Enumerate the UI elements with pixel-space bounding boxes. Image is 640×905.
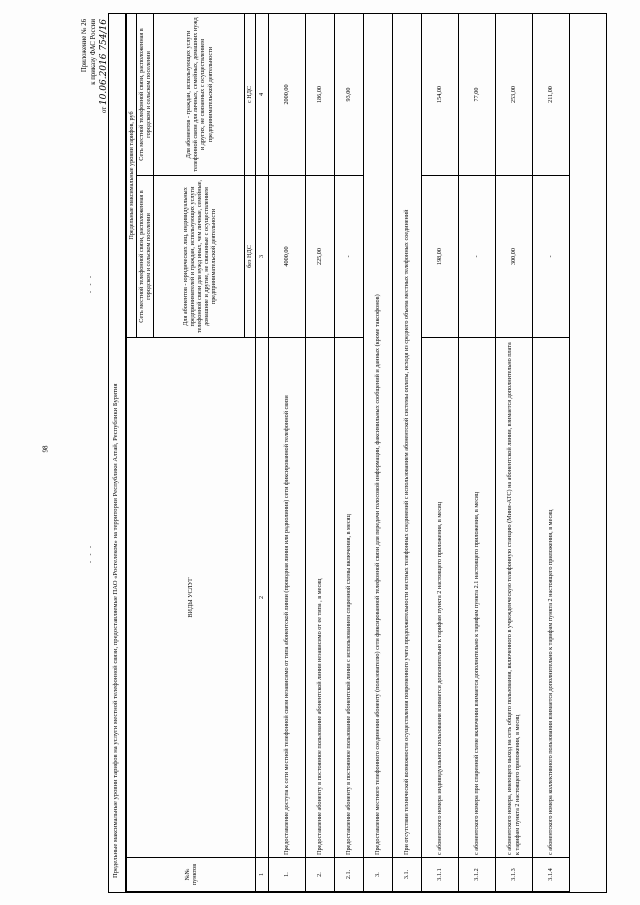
dashes-left: - - - bbox=[88, 544, 94, 563]
row-price-b: 93,00 bbox=[334, 13, 363, 175]
row-price-a: - bbox=[458, 176, 495, 338]
row-price-a: 225,00 bbox=[305, 176, 334, 338]
row-num: 2.1. bbox=[334, 858, 363, 892]
row-num: 3.1.1 bbox=[421, 858, 458, 892]
column-index-2: 2 bbox=[255, 338, 268, 858]
row-service: Предоставление абоненту в постоянное пользование абонентской линии с использованием спаренной схемы включения, в месяц bbox=[334, 338, 363, 858]
row-service: с абонентского номера, имеющего выход на сеть общего пользования, включенного в учрежденческую телефонную станцию (Мини-АТС) на абонентской линии, взимается дополнительно плата к тарифам пункта 2 настоящего приложения, в месяц bbox=[495, 338, 532, 858]
annex-note bbox=[80, 19, 110, 113]
row-num: 1. bbox=[268, 858, 305, 892]
row-price-a: - bbox=[532, 176, 569, 338]
row-num: 3.1.4 bbox=[532, 858, 569, 892]
tariff-table-frame bbox=[108, 13, 607, 893]
table-row bbox=[363, 13, 392, 891]
column-index-1: 1 bbox=[255, 858, 268, 892]
row-num: 3. bbox=[363, 858, 392, 892]
row-price-b: 211,00 bbox=[532, 13, 569, 175]
row-service: Предоставление доступа к сети местной телефонной связи независимо от типа абонентской линии (проводная линия или радиолиния) сети фиксированной телефонной связи bbox=[268, 338, 305, 858]
column-index-4: 4 bbox=[255, 13, 268, 175]
row-price-b: 253,00 bbox=[495, 13, 532, 175]
table-title: Предельные максимальные уровни тарифов на услуги местной телефонной связи, предоставляемые ПАО «Ростелеком» на территории Республики Алтай, Республики Бурятия bbox=[112, 383, 119, 878]
table-row bbox=[458, 13, 495, 891]
table-row bbox=[532, 13, 569, 891]
row-price-a: 4000,00 bbox=[268, 176, 305, 338]
annex-prefix: от bbox=[101, 106, 109, 114]
row-service: с абонентского номера при спаренной схеме включения взимается дополнительно к тарифам пункта 2.1 настоящего приложения, в месяц bbox=[458, 338, 495, 858]
table-row bbox=[305, 13, 334, 891]
table-row bbox=[392, 13, 421, 891]
header-num: №№ пунктов bbox=[127, 858, 256, 892]
rotated-document bbox=[80, 13, 607, 893]
row-price-a: - bbox=[334, 176, 363, 338]
header-vat-b: с НДС bbox=[245, 13, 255, 175]
row-service: с абонентского номера коллективного пользования взимается дополнительно к тарифам пункта 2 настоящего приложения, в месяц bbox=[532, 338, 569, 858]
row-service: При отсутствии технической возможности осуществления повременного учета продолжительности местных телефонных соединений с использованием абонентской системы оплаты, исходя из среднего объема местных телефонных соединений bbox=[392, 13, 421, 857]
annex-line2: к приказу ФАС России bbox=[90, 19, 98, 85]
dashes-right: - - - bbox=[88, 274, 94, 293]
table-row bbox=[495, 13, 532, 891]
row-price-b: 77,00 bbox=[458, 13, 495, 175]
row-service: с абонентского номера индивидуального пользования взимается дополнительно к тарифам пункта 2 настоящего приложения, в месяц bbox=[421, 338, 458, 858]
annex-line1: Приложение № 26 bbox=[81, 19, 88, 73]
table-title-row bbox=[109, 14, 126, 892]
header-subscribers-b: Для абонентов - граждан, использующих услуги телефонной связи для личных, семейных, домашних нужд и других, не связанных с осуществлением предпринимательской деятельности bbox=[154, 13, 245, 175]
row-num: 3.1.3 bbox=[495, 858, 532, 892]
page-number: 98 bbox=[41, 445, 50, 453]
annex-signature: 10.06.2016 754/16 bbox=[99, 19, 110, 106]
header-row-group bbox=[127, 13, 137, 891]
row-price-b: 154,00 bbox=[421, 13, 458, 175]
row-num: 2. bbox=[305, 858, 334, 892]
column-index-3: 3 bbox=[255, 176, 268, 338]
table-row bbox=[268, 13, 305, 891]
header-limit-group: Предельные максимальные уровни тарифов, руб bbox=[127, 13, 137, 337]
row-num: 3.1.2 bbox=[458, 858, 495, 892]
table-row bbox=[334, 13, 363, 891]
row-service: Предоставление абоненту в постоянное пользование абонентской линии независимо от ее типа , в месяц bbox=[305, 338, 334, 858]
tariff-table bbox=[126, 13, 570, 892]
row-price-b: 186,00 bbox=[305, 13, 334, 175]
column-index-row bbox=[255, 13, 268, 891]
row-price-a: 198,00 bbox=[421, 176, 458, 338]
header-network-b: Сеть местной телефонной связи, расположенная в городском и сельском поселении bbox=[137, 13, 154, 175]
header-subscribers-a: Для абонентов - юридических лиц, индивидуальных предпринимателей и граждан, использующих услуги телефонной связи для нужд иных, чем личные, семейные, домашние и другие, не связанные с осуществлением предпринимательской деятельности bbox=[154, 176, 245, 338]
header-network-a: Сеть местной телефонной связи, расположенная в городском и сельском поселении bbox=[137, 176, 154, 338]
header-vat-a: без НДС bbox=[245, 176, 255, 338]
header-services: ВИДЫ УСЛУГ bbox=[127, 338, 256, 858]
row-price-a: 300,00 bbox=[495, 176, 532, 338]
row-num: 3.1. bbox=[392, 858, 421, 892]
table-row bbox=[421, 13, 458, 891]
row-price-b: 2000,00 bbox=[268, 13, 305, 175]
document-header bbox=[80, 13, 108, 893]
row-service: Предоставление местного телефонного соединения абоненту (пользователю) сети фиксированной телефонной связи для передачи голосовой информации, факсимильных сообщений и данных (кроме таксофонов) bbox=[363, 13, 392, 857]
